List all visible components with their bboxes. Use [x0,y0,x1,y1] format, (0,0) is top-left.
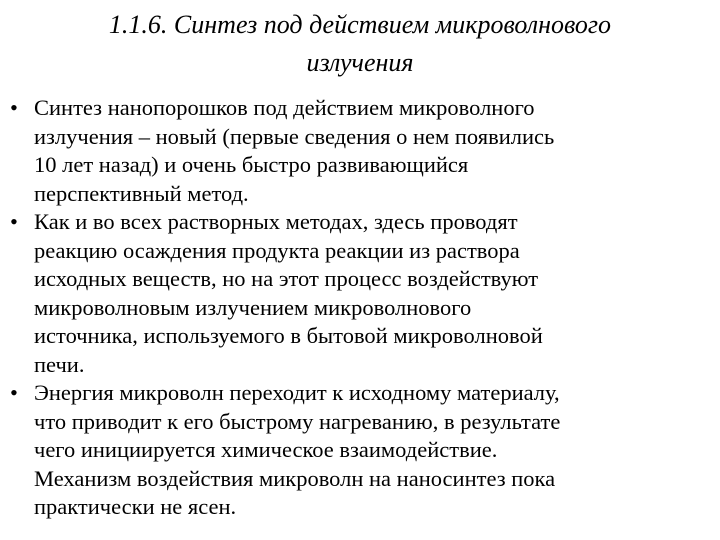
slide-title [20,6,700,82]
bullet-3-line-2: что приводит к его быстрому нагреванию, в результате [34,408,561,434]
bullet-2-line-4: микроволновым излучением микроволнового [34,294,472,320]
bullet-marker: • [10,95,18,120]
bullet-2-line-6: печи. [34,351,85,377]
bullet-list [8,94,714,522]
bullet-1-line-3: 10 лет назад) и очень быстро развивающийся [34,152,469,177]
bullet-2-line-1: Как и во всех растворных методах, здесь проводят [34,209,518,234]
bullet-3-line-1: Энергия микроволн переходит к исходному материалу, [34,380,560,405]
bullet-marker: • [10,209,18,234]
bullet-item-3 [8,379,714,522]
title-line-2: излучения [306,48,414,77]
bullet-1-line-1: Синтез нанопорошков под действием микроволного [34,95,535,120]
bullet-item-1 [8,94,714,208]
bullet-2-line-5: источника, используемого в бытовой микроволновой [34,323,543,348]
bullet-1-line-2: излучения – новый (первые сведения о нем появились [34,123,555,149]
bullet-item-2 [8,208,714,379]
bullet-1-line-4: перспективный метод. [34,180,249,206]
bullet-3-line-5: практически не ясен. [34,494,237,519]
bullet-3-line-3: чего инициируется химическое взаимодействие. [34,437,498,462]
bullet-marker: • [10,380,18,405]
bullet-3-line-4: Механизм воздействия микроволн на наносинтез пока [34,465,556,491]
title-line-1: 1.1.6. Синтез под действием микроволнового [108,10,612,39]
bullet-2-line-2: реакцию осаждения продукта реакции из раствора [34,237,520,263]
bullet-2-line-3: исходных веществ, но на этот процесс воздействуют [34,266,539,291]
